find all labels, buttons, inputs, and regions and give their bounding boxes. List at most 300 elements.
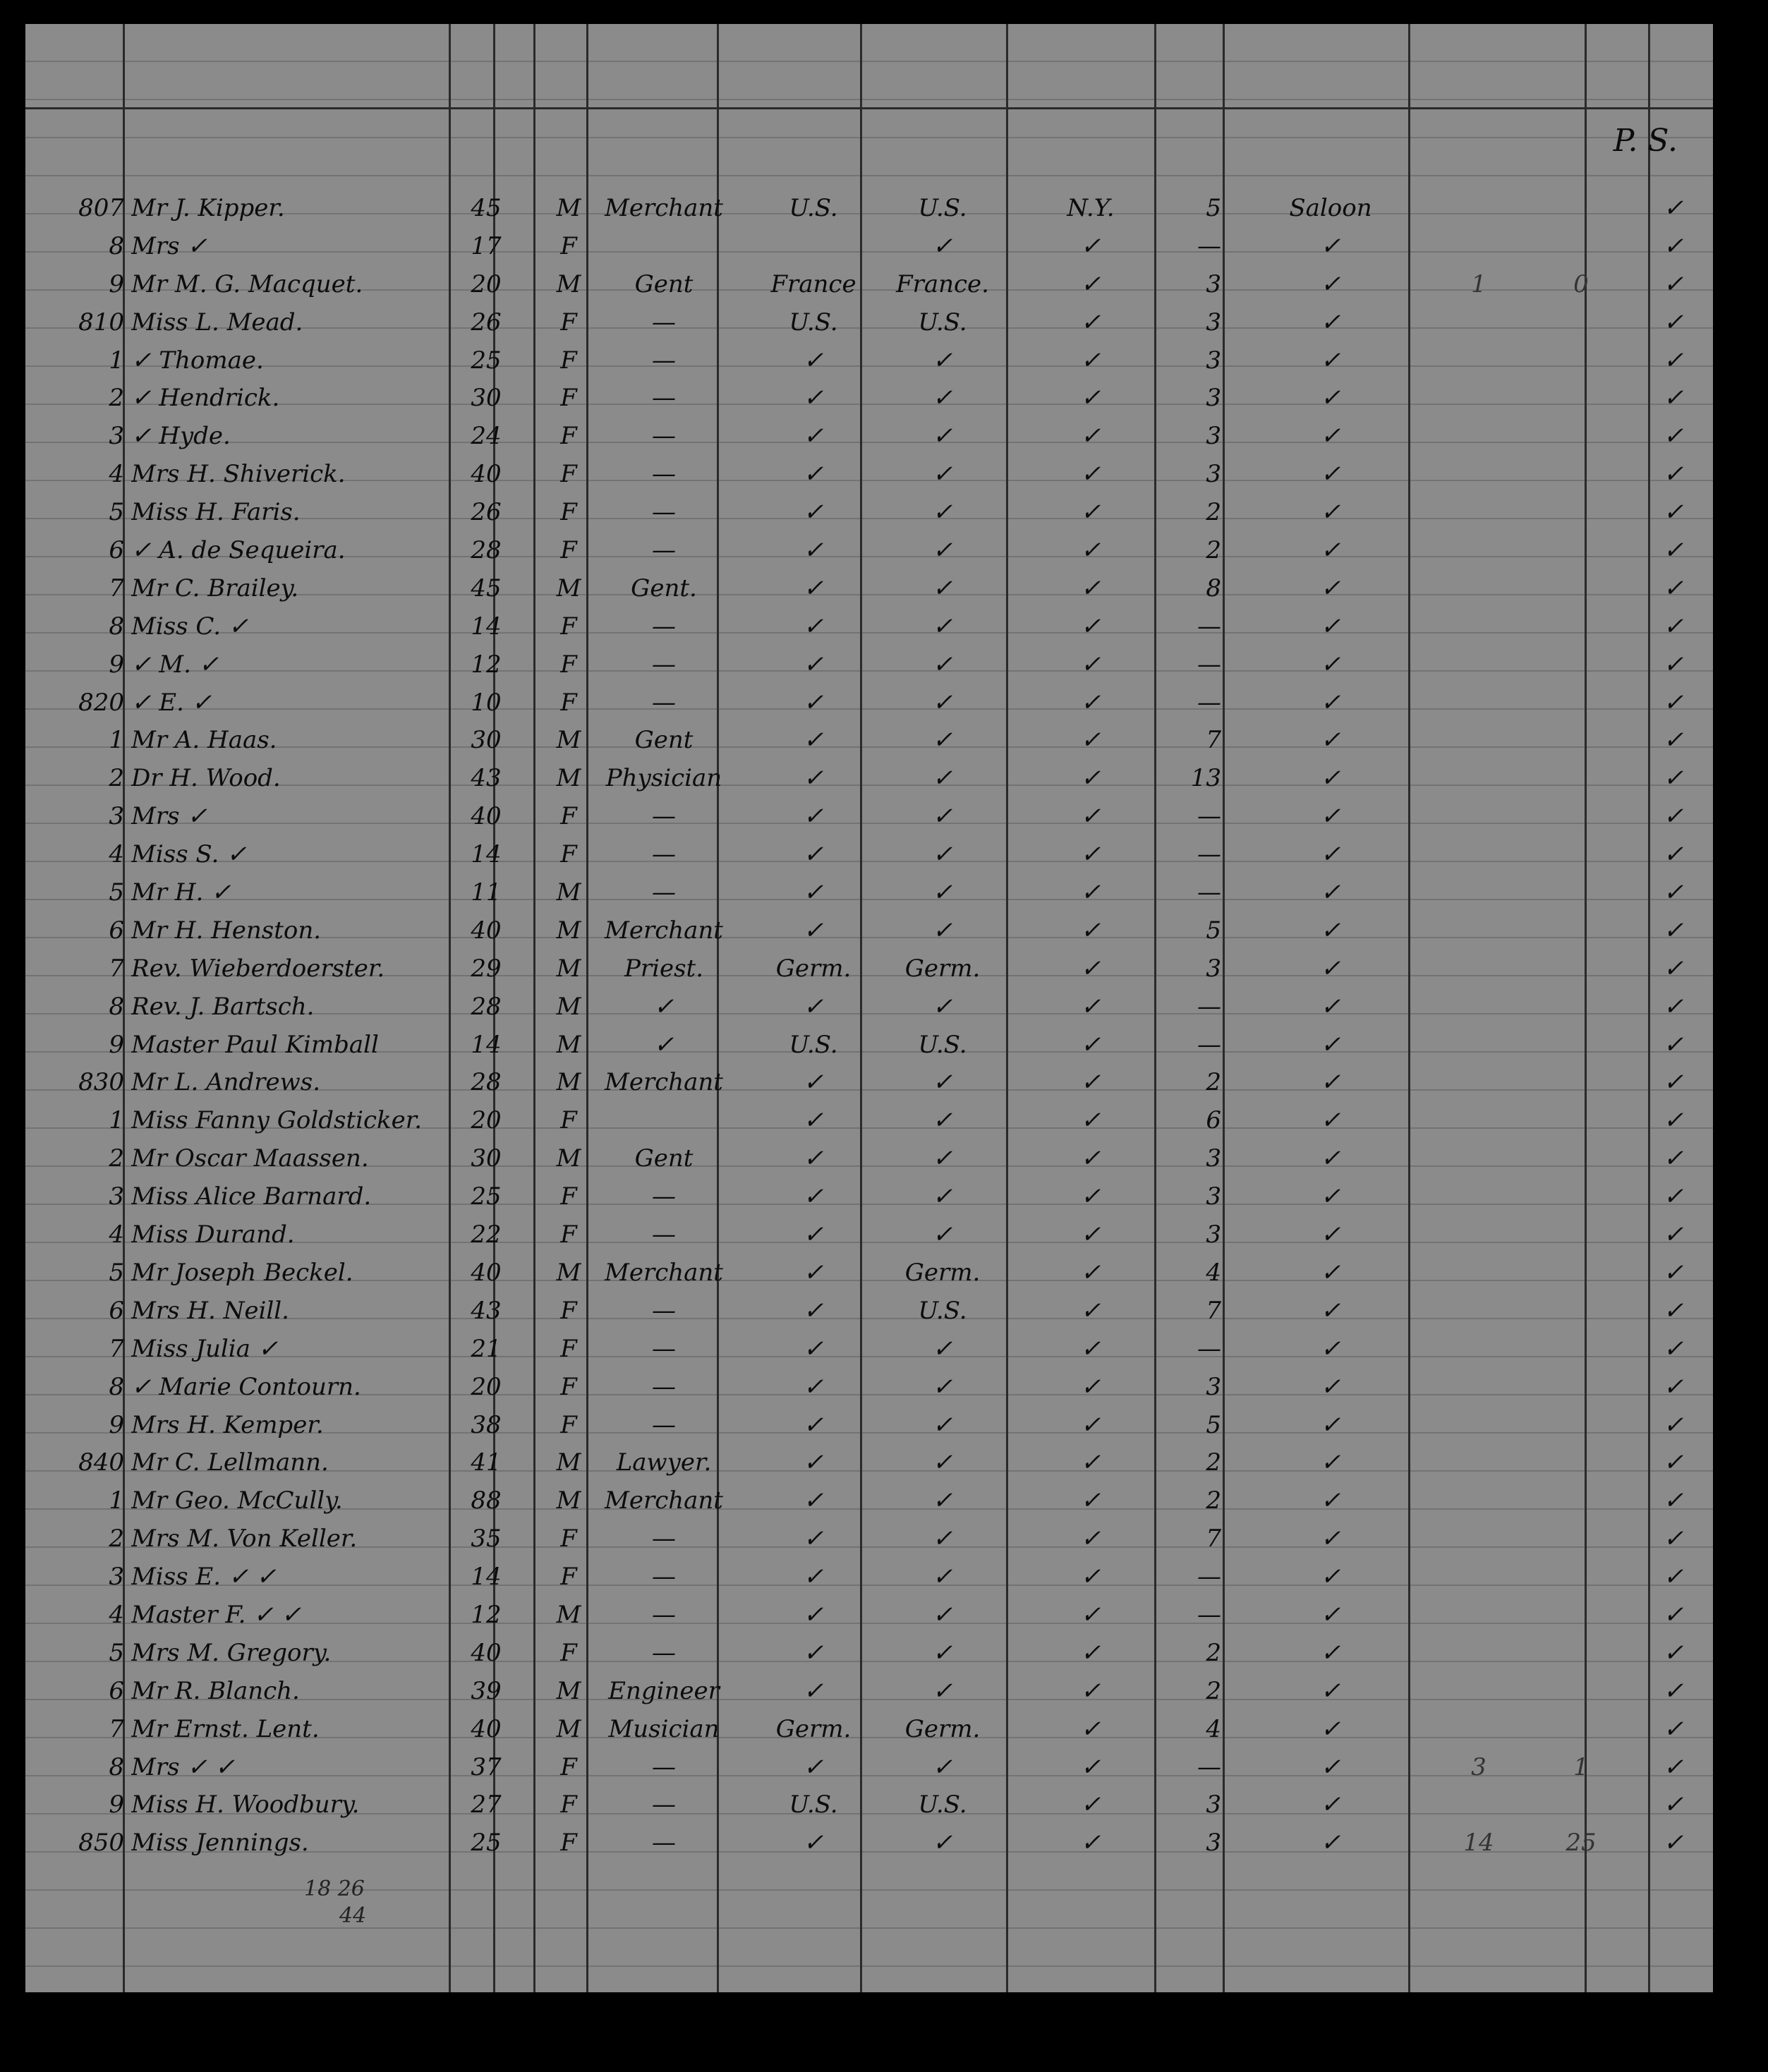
passenger-name: Mr Ernst. Lent. <box>131 1714 320 1743</box>
row-number: 7 <box>109 1334 124 1363</box>
citizenship: ✓ <box>803 1334 824 1363</box>
sex: M <box>556 1448 581 1477</box>
table-row <box>25 1331 1713 1369</box>
intended-residence: ✓ <box>932 574 953 602</box>
sex: M <box>556 992 581 1021</box>
count: — <box>1197 1030 1221 1059</box>
citizenship: ✓ <box>803 1525 824 1553</box>
sex: F <box>560 308 577 337</box>
citizenship: ✓ <box>803 1144 824 1173</box>
intended-residence: ✓ <box>932 688 953 717</box>
age: 12 <box>471 1600 502 1629</box>
sex: M <box>556 1714 581 1743</box>
count: 5 <box>1206 1410 1221 1439</box>
table-row <box>25 266 1713 304</box>
location: ✓ <box>1320 422 1341 451</box>
occupation: — <box>652 802 676 831</box>
row-number: 1 <box>109 1106 124 1135</box>
count: — <box>1197 840 1221 869</box>
occupation: — <box>652 1638 676 1667</box>
header-rule <box>25 107 1713 109</box>
table-row <box>25 1102 1713 1140</box>
ps-mark: ✓ <box>1663 1144 1684 1173</box>
ps-mark: ✓ <box>1663 1296 1684 1325</box>
destination: ✓ <box>1080 878 1101 907</box>
age: 28 <box>471 1068 502 1097</box>
location: ✓ <box>1320 1714 1341 1743</box>
row-number: 3 <box>109 1182 124 1211</box>
row-number: 4 <box>109 1220 124 1249</box>
passenger-name: Miss Alice Barnard. <box>131 1182 372 1211</box>
ps-mark: ✓ <box>1663 1563 1684 1592</box>
ps-mark: ✓ <box>1663 1220 1684 1249</box>
row-number: 3 <box>109 422 124 451</box>
row-number: 807 <box>78 194 124 222</box>
count: — <box>1197 1752 1221 1781</box>
destination: ✓ <box>1080 422 1101 451</box>
table-row <box>25 1216 1713 1254</box>
occupation: — <box>652 1752 676 1781</box>
citizenship: France <box>770 269 856 298</box>
ps-mark: ✓ <box>1663 1334 1684 1363</box>
count: 3 <box>1206 308 1221 337</box>
row-number: 6 <box>109 1296 124 1325</box>
age: 26 <box>471 308 502 337</box>
age: 27 <box>471 1791 502 1819</box>
age: 40 <box>471 460 502 489</box>
row-number: 2 <box>109 764 124 793</box>
passenger-name: Mr H. ✓ <box>131 878 231 907</box>
age: 25 <box>471 346 502 375</box>
location: ✓ <box>1320 650 1341 679</box>
table-row <box>25 912 1713 950</box>
destination: ✓ <box>1080 992 1101 1021</box>
count: — <box>1197 878 1221 907</box>
table-row <box>25 1635 1713 1673</box>
row-number: 2 <box>109 384 124 413</box>
location: ✓ <box>1320 802 1341 831</box>
intended-residence: ✓ <box>932 1829 953 1858</box>
count: — <box>1197 802 1221 831</box>
intended-residence: ✓ <box>932 802 953 831</box>
age: 45 <box>471 194 502 222</box>
occupation: — <box>652 498 676 527</box>
intended-residence: ✓ <box>932 1372 953 1401</box>
age: 30 <box>471 1144 502 1173</box>
table-row <box>25 1711 1713 1749</box>
passenger-name: Miss H. Faris. <box>131 498 301 527</box>
passenger-name: Mr R. Blanch. <box>131 1676 300 1705</box>
age: 39 <box>471 1676 502 1705</box>
row-number: 6 <box>109 1676 124 1705</box>
ps-mark: ✓ <box>1663 726 1684 755</box>
ps-mark: ✓ <box>1663 1030 1684 1059</box>
row-number: 850 <box>78 1829 124 1858</box>
ps-mark: ✓ <box>1663 1372 1684 1401</box>
footer-tally-1: 18 26 <box>304 1877 365 1901</box>
occupation: — <box>652 1220 676 1249</box>
location: ✓ <box>1320 1600 1341 1629</box>
intended-residence: ✓ <box>932 1600 953 1629</box>
row-number: 8 <box>109 992 124 1021</box>
destination: ✓ <box>1080 1068 1101 1097</box>
citizenship: ✓ <box>803 574 824 602</box>
count: 5 <box>1206 916 1221 945</box>
table-row <box>25 342 1713 380</box>
age: 26 <box>471 498 502 527</box>
destination: ✓ <box>1080 308 1101 337</box>
age: 20 <box>471 1372 502 1401</box>
passenger-name: Mr H. Henston. <box>131 916 322 945</box>
destination: ✓ <box>1080 536 1101 565</box>
occupation: — <box>652 1410 676 1439</box>
table-row <box>25 1520 1713 1558</box>
location: ✓ <box>1320 1106 1341 1135</box>
location: ✓ <box>1320 346 1341 375</box>
age: 28 <box>471 536 502 565</box>
row-number: 810 <box>78 308 124 337</box>
age: 45 <box>471 574 502 602</box>
destination: ✓ <box>1080 840 1101 869</box>
occupation: Merchant <box>605 1258 723 1287</box>
location: ✓ <box>1320 1525 1341 1553</box>
occupation: Merchant <box>605 194 723 222</box>
location: ✓ <box>1320 1258 1341 1287</box>
table-row <box>25 836 1713 874</box>
destination: ✓ <box>1080 1030 1101 1059</box>
location: ✓ <box>1320 1486 1341 1515</box>
sex: M <box>556 878 581 907</box>
row-number: 6 <box>109 916 124 945</box>
table-row <box>25 1140 1713 1178</box>
occupation: — <box>652 878 676 907</box>
count: 3 <box>1206 269 1221 298</box>
tally-a: 3 <box>1471 1752 1487 1781</box>
destination: ✓ <box>1080 726 1101 755</box>
location: ✓ <box>1320 992 1341 1021</box>
table-row <box>25 456 1713 494</box>
tally-a: 14 <box>1463 1829 1494 1858</box>
occupation: Gent <box>634 269 694 298</box>
intended-residence: ✓ <box>932 422 953 451</box>
table-row <box>25 1407 1713 1445</box>
intended-residence: ✓ <box>932 1563 953 1592</box>
table-row <box>25 304 1713 342</box>
row-number: 9 <box>109 1791 124 1819</box>
sex: F <box>560 802 577 831</box>
ps-mark: ✓ <box>1663 1676 1684 1705</box>
sex: F <box>560 650 577 679</box>
count: 7 <box>1206 726 1221 755</box>
age: 25 <box>471 1829 502 1858</box>
ps-mark: ✓ <box>1663 231 1684 260</box>
destination: ✓ <box>1080 1144 1101 1173</box>
intended-residence: ✓ <box>932 460 953 489</box>
row-number: 1 <box>109 1486 124 1515</box>
sex: F <box>560 460 577 489</box>
ps-mark: ✓ <box>1663 1410 1684 1439</box>
table-row <box>25 1482 1713 1520</box>
column-heading-ps: P. S. <box>1613 123 1678 159</box>
ps-mark: ✓ <box>1663 650 1684 679</box>
intended-residence: Germ. <box>904 1714 981 1743</box>
citizenship: Germ. <box>775 954 852 983</box>
passenger-name: Mr C. Lellmann. <box>131 1448 329 1477</box>
passenger-name: ✓ Marie Contourn. <box>131 1372 361 1401</box>
ps-mark: ✓ <box>1663 1258 1684 1287</box>
location: ✓ <box>1320 231 1341 260</box>
ps-mark: ✓ <box>1663 764 1684 793</box>
citizenship: U.S. <box>789 1030 838 1059</box>
citizenship: ✓ <box>803 1638 824 1667</box>
ps-mark: ✓ <box>1663 878 1684 907</box>
table-row <box>25 874 1713 912</box>
table-row <box>25 570 1713 608</box>
table-row <box>25 1444 1713 1482</box>
passenger-name: Miss Jennings. <box>131 1829 309 1858</box>
table-row <box>25 1597 1713 1635</box>
destination: ✓ <box>1080 1486 1101 1515</box>
intended-residence: ✓ <box>932 1676 953 1705</box>
location: ✓ <box>1320 840 1341 869</box>
location: Saloon <box>1289 194 1372 222</box>
age: 14 <box>471 1030 502 1059</box>
destination: ✓ <box>1080 1791 1101 1819</box>
ps-mark: ✓ <box>1663 992 1684 1021</box>
row-number: 4 <box>109 460 124 489</box>
destination: ✓ <box>1080 1220 1101 1249</box>
intended-residence: ✓ <box>932 1638 953 1667</box>
occupation: — <box>652 688 676 717</box>
count: — <box>1197 1563 1221 1592</box>
row-number: 5 <box>109 498 124 527</box>
citizenship: ✓ <box>803 1676 824 1705</box>
intended-residence: ✓ <box>932 916 953 945</box>
ps-mark: ✓ <box>1663 1525 1684 1553</box>
location: ✓ <box>1320 726 1341 755</box>
age: 11 <box>471 878 502 907</box>
ps-mark: ✓ <box>1663 1182 1684 1211</box>
ps-mark: ✓ <box>1663 688 1684 717</box>
citizenship: ✓ <box>803 1068 824 1097</box>
count: 3 <box>1206 1144 1221 1173</box>
passenger-rows <box>25 190 1713 1862</box>
destination: ✓ <box>1080 269 1101 298</box>
table-row <box>25 1026 1713 1065</box>
intended-residence: U.S. <box>918 1296 967 1325</box>
passenger-name: Mrs M. Von Keller. <box>131 1525 358 1553</box>
age: 38 <box>471 1410 502 1439</box>
age: 88 <box>471 1486 502 1515</box>
age: 14 <box>471 1563 502 1592</box>
age: 30 <box>471 384 502 413</box>
sex: M <box>556 574 581 602</box>
table-row <box>25 1254 1713 1292</box>
passenger-name: Miss E. ✓ ✓ <box>131 1563 277 1592</box>
sex: M <box>556 916 581 945</box>
ps-mark: ✓ <box>1663 1600 1684 1629</box>
occupation: ✓ <box>653 992 674 1021</box>
intended-residence: U.S. <box>918 1030 967 1059</box>
count: 2 <box>1206 498 1221 527</box>
row-number: 830 <box>78 1068 124 1097</box>
sex: M <box>556 1030 581 1059</box>
count: 2 <box>1206 1486 1221 1515</box>
row-number: 5 <box>109 878 124 907</box>
citizenship: ✓ <box>803 1600 824 1629</box>
ps-mark: ✓ <box>1663 1638 1684 1667</box>
passenger-name: Mrs ✓ <box>131 231 207 260</box>
occupation: — <box>652 1791 676 1819</box>
occupation: — <box>652 460 676 489</box>
age: 35 <box>471 1525 502 1553</box>
count: 3 <box>1206 346 1221 375</box>
ps-mark: ✓ <box>1663 422 1684 451</box>
passenger-name: Mrs M. Gregory. <box>131 1638 332 1667</box>
sex: M <box>556 1600 581 1629</box>
citizenship: ✓ <box>803 1829 824 1858</box>
passenger-name: Miss L. Mead. <box>131 308 303 337</box>
occupation: — <box>652 346 676 375</box>
age: 21 <box>471 1334 502 1363</box>
destination: ✓ <box>1080 1182 1101 1211</box>
sex: M <box>556 764 581 793</box>
ps-mark: ✓ <box>1663 536 1684 565</box>
ps-mark: ✓ <box>1663 574 1684 602</box>
count: — <box>1197 612 1221 641</box>
tally-b: 0 <box>1573 269 1589 298</box>
sex: F <box>560 1220 577 1249</box>
passenger-name: Mr M. G. Macquet. <box>131 269 363 298</box>
sex: M <box>556 1144 581 1173</box>
citizenship: ✓ <box>803 1752 824 1781</box>
table-row <box>25 684 1713 722</box>
count: 3 <box>1206 1791 1221 1819</box>
age: 24 <box>471 422 502 451</box>
destination: ✓ <box>1080 1638 1101 1667</box>
destination: ✓ <box>1080 1600 1101 1629</box>
ps-mark: ✓ <box>1663 612 1684 641</box>
passenger-name: Mrs H. Shiverick. <box>131 460 346 489</box>
sex: M <box>556 726 581 755</box>
passenger-name: Mrs H. Kemper. <box>131 1410 324 1439</box>
count: — <box>1197 1600 1221 1629</box>
age: 40 <box>471 916 502 945</box>
sex: F <box>560 346 577 375</box>
ps-mark: ✓ <box>1663 346 1684 375</box>
intended-residence: U.S. <box>918 308 967 337</box>
citizenship: ✓ <box>803 1220 824 1249</box>
intended-residence: ✓ <box>932 1144 953 1173</box>
citizenship: Germ. <box>775 1714 852 1743</box>
citizenship: ✓ <box>803 1182 824 1211</box>
occupation: Gent <box>634 726 694 755</box>
occupation: Merchant <box>605 916 723 945</box>
tally-b: 1 <box>1573 1752 1589 1781</box>
intended-residence: ✓ <box>932 1410 953 1439</box>
age: 20 <box>471 269 502 298</box>
table-row <box>25 1786 1713 1824</box>
passenger-name: Rev. J. Bartsch. <box>131 992 315 1021</box>
passenger-name: ✓ Hyde. <box>131 422 231 451</box>
occupation: — <box>652 840 676 869</box>
passenger-name: Mr C. Brailey. <box>131 574 299 602</box>
intended-residence: ✓ <box>932 1486 953 1515</box>
row-number: 8 <box>109 231 124 260</box>
count: 2 <box>1206 1638 1221 1667</box>
citizenship: ✓ <box>803 498 824 527</box>
passenger-name: Mrs ✓ ✓ <box>131 1752 236 1781</box>
table-row <box>25 722 1713 760</box>
citizenship: ✓ <box>803 1448 824 1477</box>
count: — <box>1197 1334 1221 1363</box>
destination: ✓ <box>1080 802 1101 831</box>
passenger-name: Miss Fanny Goldsticker. <box>131 1106 423 1135</box>
passenger-name: Mr L. Andrews. <box>131 1068 321 1097</box>
row-number: 7 <box>109 574 124 602</box>
citizenship: ✓ <box>803 726 824 755</box>
sex: F <box>560 384 577 413</box>
occupation: Gent <box>634 1144 694 1173</box>
location: ✓ <box>1320 1144 1341 1173</box>
destination: ✓ <box>1080 346 1101 375</box>
occupation: Engineer <box>608 1676 720 1705</box>
occupation: Physician <box>605 764 722 793</box>
location: ✓ <box>1320 1791 1341 1819</box>
citizenship: ✓ <box>803 460 824 489</box>
intended-residence: ✓ <box>932 384 953 413</box>
location: ✓ <box>1320 1448 1341 1477</box>
ps-mark: ✓ <box>1663 954 1684 983</box>
destination: ✓ <box>1080 1676 1101 1705</box>
table-row <box>25 1749 1713 1787</box>
age: 40 <box>471 1638 502 1667</box>
intended-residence: ✓ <box>932 1182 953 1211</box>
ps-mark: ✓ <box>1663 916 1684 945</box>
location: ✓ <box>1320 384 1341 413</box>
sex: M <box>556 954 581 983</box>
location: ✓ <box>1320 1220 1341 1249</box>
destination: ✓ <box>1080 498 1101 527</box>
location: ✓ <box>1320 1296 1341 1325</box>
location: ✓ <box>1320 612 1341 641</box>
citizenship: ✓ <box>803 764 824 793</box>
table-row <box>25 380 1713 418</box>
passenger-name: ✓ M. ✓ <box>131 650 219 679</box>
table-row <box>25 418 1713 456</box>
location: ✓ <box>1320 878 1341 907</box>
occupation: — <box>652 1563 676 1592</box>
intended-residence: Germ. <box>904 954 981 983</box>
ps-mark: ✓ <box>1663 840 1684 869</box>
sex: F <box>560 536 577 565</box>
location: ✓ <box>1320 688 1341 717</box>
occupation: Merchant <box>605 1486 723 1515</box>
count: 3 <box>1206 1220 1221 1249</box>
sex: F <box>560 1563 577 1592</box>
citizenship: ✓ <box>803 840 824 869</box>
citizenship: ✓ <box>803 384 824 413</box>
count: 7 <box>1206 1296 1221 1325</box>
destination: ✓ <box>1080 1448 1101 1477</box>
intended-residence: ✓ <box>932 346 953 375</box>
sex: F <box>560 840 577 869</box>
passenger-name: Dr H. Wood. <box>131 764 281 793</box>
passenger-name: Miss H. Woodbury. <box>131 1791 360 1819</box>
occupation: — <box>652 308 676 337</box>
destination: ✓ <box>1080 688 1101 717</box>
occupation: Lawyer. <box>616 1448 712 1477</box>
